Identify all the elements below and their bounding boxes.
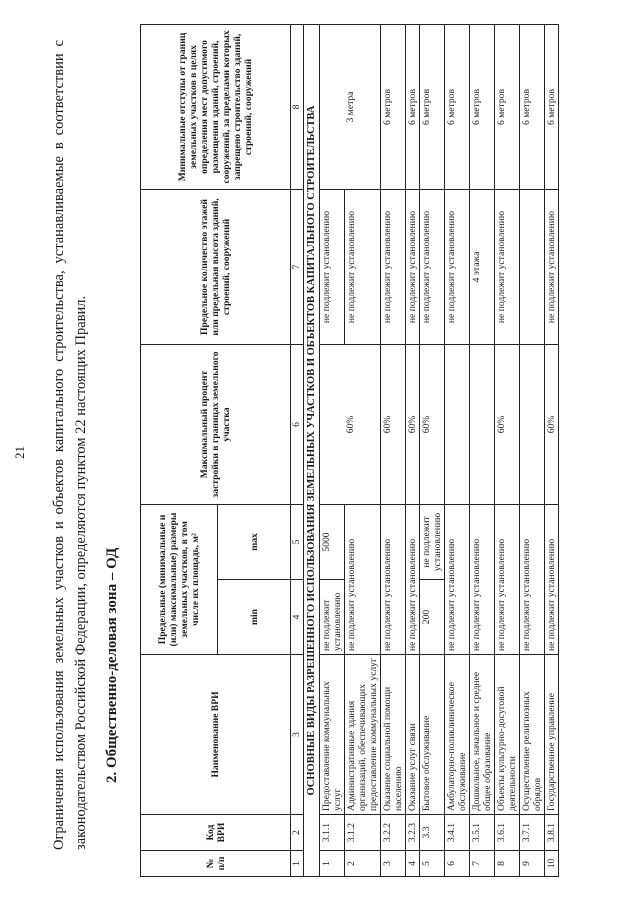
header-name: Наименование ВРИ: [141, 655, 291, 815]
cell-num: 10: [545, 851, 559, 877]
table-row: [445, 25, 470, 877]
cell-percent: 60%: [406, 345, 420, 505]
cell-min: 200: [420, 580, 445, 655]
cell-size: не подлежит установлению: [345, 505, 381, 655]
section-heading: 2. Общественно-деловая зона – ОД: [104, 547, 120, 783]
cell-max: 5000: [320, 505, 345, 580]
cell-name: Государственное управление: [545, 655, 559, 815]
cell-num: 4: [406, 851, 420, 877]
cell-num: 6: [445, 851, 470, 877]
cell-size: не подлежит установлению: [520, 505, 545, 655]
cell-floors: не подлежит установлению: [320, 190, 345, 345]
intro-paragraph: Ограничения использования земельных участков и объектов капитального строительства, устанавливаемые в соответствии с законодательством Российской Федерации, определяются пунктом 22 настоящих Правил.: [51, 40, 89, 850]
cell-num: 7: [470, 851, 495, 877]
cell-percent: [520, 345, 545, 505]
cell-name: Осуществление религиозных обрядов: [520, 655, 545, 815]
cell-percent: [445, 345, 470, 505]
column-number: 6: [291, 345, 304, 505]
cell-code: 3.8.1: [545, 815, 559, 851]
cell-num: 9: [520, 851, 545, 877]
header-row: [141, 25, 218, 877]
cell-percent: 60%: [420, 345, 445, 505]
cell-code: 3.1.1: [320, 815, 345, 851]
cell-num: 2: [345, 851, 381, 877]
cell-num: 3: [381, 851, 406, 877]
cell-code: 3.4.1: [445, 815, 470, 851]
cell-percent: [470, 345, 495, 505]
cell-num: 5: [420, 851, 445, 877]
column-number: 7: [291, 190, 304, 345]
cell-setback: 3 метра: [320, 25, 381, 190]
header-num: № п/п: [141, 851, 291, 877]
cell-floors: не подлежит установлению: [545, 190, 559, 345]
header-setback: Минимальные отступы от границ земельных участков в целях определения мест допустимого размещения зданий, строений, сооружений, за пределами которых запрещено строительство зданий, строений, сооружений: [141, 25, 291, 190]
cell-percent: 60%: [495, 345, 520, 505]
cell-code: 3.3: [420, 815, 445, 851]
header-floors: Предельное количество этажей или предельная высота зданий, строений, сооружений: [141, 190, 291, 345]
table-row: [470, 25, 495, 877]
column-number: 4: [291, 580, 304, 655]
cell-code: 3.2.2: [381, 815, 406, 851]
cell-name: Дошкольное, начальное и среднее общее образование: [470, 655, 495, 815]
cell-name: Бытовое обслуживание: [420, 655, 445, 815]
cell-floors: не подлежит установлению: [345, 190, 381, 345]
cell-size: не подлежит установлению: [445, 505, 470, 655]
cell-code: 3.6.1: [495, 815, 520, 851]
column-number: 3: [291, 655, 304, 815]
section-title: ОСНОВНЫЕ ВИДЫ РАЗРЕШЕННОГО ИСПОЛЬЗОВАНИЯ ЗЕМЕЛЬНЫХ УЧАСТКОВ И ОБЪЕКТОВ КАПИТАЛЬНОГО СТРОИТЕЛЬСТВА: [304, 25, 320, 877]
cell-floors: [520, 190, 545, 345]
cell-max: не подлежит установлению: [420, 505, 445, 580]
cell-name: Объекты культурно-досуговой деятельности: [495, 655, 520, 815]
header-code: Код ВРИ: [141, 815, 291, 851]
zoning-table: [140, 24, 559, 877]
cell-num: 8: [495, 851, 520, 877]
cell-percent: 60%: [545, 345, 559, 505]
cell-size: не подлежит установлению: [495, 505, 520, 655]
cell-name: Оказание социальной помощи населению: [381, 655, 406, 815]
cell-code: 3.1.2: [345, 815, 381, 851]
cell-size: не подлежит установлению: [406, 505, 420, 655]
cell-percent: 60%: [320, 345, 381, 505]
table-row: [320, 25, 345, 877]
cell-floors: не подлежит установлению: [420, 190, 445, 345]
cell-min: не подлежит установлению: [320, 580, 345, 655]
cell-num: 1: [320, 851, 345, 877]
cell-floors: не подлежит установлению: [495, 190, 520, 345]
column-number: 2: [291, 815, 304, 851]
cell-setback: 6 метров: [495, 25, 520, 190]
column-number: 8: [291, 25, 304, 190]
table-row: [520, 25, 545, 877]
table-row: [420, 25, 445, 877]
section-row: [304, 25, 320, 877]
cell-size: не подлежит установлению: [470, 505, 495, 655]
cell-floors: не подлежит установлению: [406, 190, 420, 345]
cell-setback: 6 метров: [470, 25, 495, 190]
cell-code: 3.5.1: [470, 815, 495, 851]
cell-setback: 6 метров: [406, 25, 420, 190]
column-number: 5: [291, 505, 304, 580]
cell-setback: 6 метров: [445, 25, 470, 190]
table-row: [381, 25, 406, 877]
cell-floors: не подлежит установлению: [445, 190, 470, 345]
header-min: min: [218, 580, 291, 655]
cell-percent: 60%: [381, 345, 406, 505]
cell-name: Предоставление коммунальных услуг: [320, 655, 345, 815]
cell-size: не подлежит установлению: [545, 505, 559, 655]
cell-setback: 6 метров: [520, 25, 545, 190]
cell-name: Административные здания организаций, обеспечивающих предоставление коммунальных услуг: [345, 655, 381, 815]
table-row: [406, 25, 420, 877]
table-row: [545, 25, 559, 877]
cell-setback: 6 метров: [420, 25, 445, 190]
cell-code: 3.2.3: [406, 815, 420, 851]
cell-size: не подлежит установлению: [381, 505, 406, 655]
page-number: 21: [12, 446, 27, 459]
header-percent: Максимальный процент застройки в границах земельного участка: [141, 345, 291, 505]
header-max: max: [218, 505, 291, 580]
header-size: Предельные (минимальные и (или) максимальные) размеры земельных участков, в том числе их площадь, м²: [141, 505, 218, 655]
cell-name: Оказание услуг связи: [406, 655, 420, 815]
column-number-row: [291, 25, 304, 877]
cell-code: 3.7.1: [520, 815, 545, 851]
cell-floors: не подлежит установлению: [381, 190, 406, 345]
cell-name: Амбулаторно-поликлиническое обслуживание: [445, 655, 470, 815]
cell-setback: 6 метров: [381, 25, 406, 190]
cell-setback: 6 метров: [545, 25, 559, 190]
column-number: 1: [291, 851, 304, 877]
table-row: [495, 25, 520, 877]
cell-floors: 4 этажа: [470, 190, 495, 345]
